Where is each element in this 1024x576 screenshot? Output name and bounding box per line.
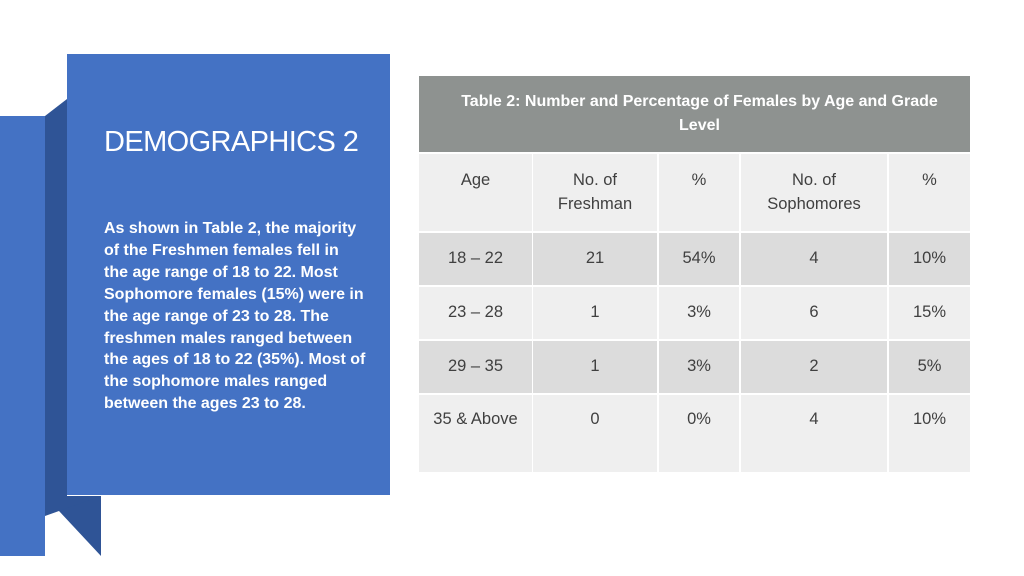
table-cell-freshman-percent-text: 3%: [687, 357, 711, 375]
table-cell-sophomore-count: [741, 341, 887, 393]
column-header-age: [419, 154, 532, 231]
table-cell-freshman-count-text: 1: [590, 357, 600, 375]
column-header-freshman-count: [533, 154, 657, 231]
table-cell-sophomore-count-text: 4: [809, 410, 819, 428]
table-cell-sophomore-count-text: 6: [809, 303, 819, 321]
column-header-sophomore-percent: [889, 154, 970, 231]
table-cell-sophomore-percent: [889, 341, 970, 393]
column-header-freshman-percent-text: %: [691, 171, 707, 189]
table-cell-sophomore-count: [741, 395, 887, 472]
column-header-sophomore-percent-text: %: [922, 171, 937, 189]
slide-title: DEMOGRAPHICS 2: [104, 126, 359, 158]
table-cell-freshman-percent-text: 3%: [687, 303, 711, 321]
table-cell-freshman-percent-text: 0%: [687, 410, 711, 428]
table-cell-sophomore-percent: [889, 287, 970, 339]
table-cell-freshman-count: [533, 287, 657, 339]
table-cell-sophomore-count-text: 4: [809, 249, 819, 267]
column-header-sophomore-count: [741, 154, 887, 231]
decorative-fold-side: [45, 116, 67, 496]
table-cell-freshman-percent-text: 54%: [682, 249, 716, 267]
table-caption-text: Table 2: Number and Percentage of Females by Age and Grade Level: [461, 93, 938, 134]
decorative-fold-top: [45, 99, 67, 116]
table-cell-sophomore-count: [741, 287, 887, 339]
column-header-sophomore-count-text: No. of Sophomores: [767, 171, 861, 213]
table-cell-sophomore-percent-text: 15%: [912, 303, 947, 321]
slide-body-text: As shown in Table 2, the majority of the Freshmen females fell in the age range of 18 to 22. Most Sophomore females (15%) were in the age range of 23 to 28. The freshmen males ranged between the ages of 18 to 22 (35%). Most of the sophomore males ranged between the ages 23 to 28.: [104, 220, 366, 413]
table-cell-age-text: 35 & Above: [433, 410, 518, 428]
table-cell-freshman-count: [533, 341, 657, 393]
column-header-age-text: Age: [460, 171, 491, 189]
column-header-freshman-percent: [659, 154, 739, 231]
table-cell-age: [419, 341, 532, 393]
table-cell-freshman-percent: [659, 395, 739, 472]
decorative-fold-tail: [45, 496, 101, 516]
table-cell-freshman-percent: [659, 233, 739, 285]
table-cell-freshman-percent: [659, 341, 739, 393]
table-caption: [419, 76, 970, 152]
table-cell-freshman-count-text: 0: [590, 410, 600, 428]
table-cell-freshman-count: [533, 395, 657, 472]
table-cell-sophomore-percent: [889, 395, 970, 472]
decorative-bar: [0, 116, 45, 556]
table-cell-freshman-count-text: 21: [585, 249, 605, 267]
table-cell-age-text: 23 – 28: [447, 303, 504, 321]
table-cell-age: [419, 287, 532, 339]
table-cell-freshman-count-text: 1: [590, 303, 600, 321]
table-cell-sophomore-percent-text: 10%: [912, 249, 947, 267]
table-cell-sophomore-count: [741, 233, 887, 285]
table-cell-age-text: 29 – 35: [447, 357, 504, 375]
table-cell-age-text: 18 – 22: [447, 249, 504, 267]
table-cell-sophomore-count-text: 2: [809, 357, 819, 375]
table-cell-age: [419, 395, 532, 472]
table-cell-sophomore-percent-text: 5%: [917, 357, 942, 375]
table-cell-age: [419, 233, 532, 285]
table-cell-sophomore-percent: [889, 233, 970, 285]
column-header-freshman-count-text: No. of Freshman: [557, 171, 633, 213]
table-cell-freshman-count: [533, 233, 657, 285]
table-cell-freshman-percent: [659, 287, 739, 339]
table-cell-sophomore-percent-text: 10%: [912, 410, 947, 428]
